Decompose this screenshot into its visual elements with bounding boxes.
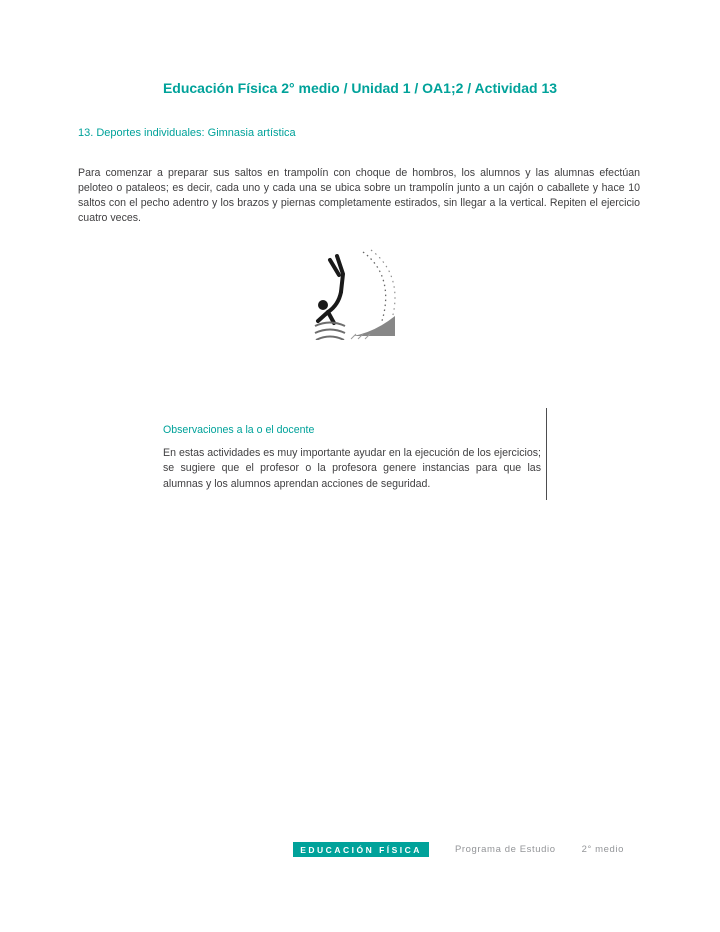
observations-heading: Observaciones a la o el docente (163, 424, 315, 436)
gymnast-springboard-illustration (303, 248, 413, 340)
intro-paragraph: Para comenzar a preparar sus saltos en trampolín con choque de hombros, los alumnos y las alumnas efectúan peloteo o pataleos; es decir, cada uno y cada una se ubica sobre un trampolín junto a un cajón o caballete y hace 10 saltos con el pecho adentro y los brazos y piernas completamente estirados, sin llegar a la vertical. Repiten el ejercicio cuatro veces. (78, 167, 640, 225)
page-title: Educación Física 2° medio / Unidad 1 / OA1;2 / Actividad 13 (162, 80, 558, 96)
activity-heading: 13. Deportes individuales: Gimnasia artística (78, 127, 296, 139)
footer-grade-label: 2° medio (581, 844, 624, 855)
page-footer (0, 842, 720, 857)
footer-program-label: Programa de Estudio (454, 844, 556, 855)
observations-body: En estas actividades es muy importante ayudar en la ejecución de los ejercicios; se sugiere que el profesor o la profesora genere instancias para que las alumnas y los alumnos aprendan acciones de seguridad. (163, 447, 541, 490)
footer-brand-badge: EDUCACIÓN FÍSICA (293, 842, 429, 857)
vertical-divider (546, 408, 547, 500)
teacher-observations-box (163, 424, 541, 492)
gymnast-drawing-icon (303, 248, 413, 340)
